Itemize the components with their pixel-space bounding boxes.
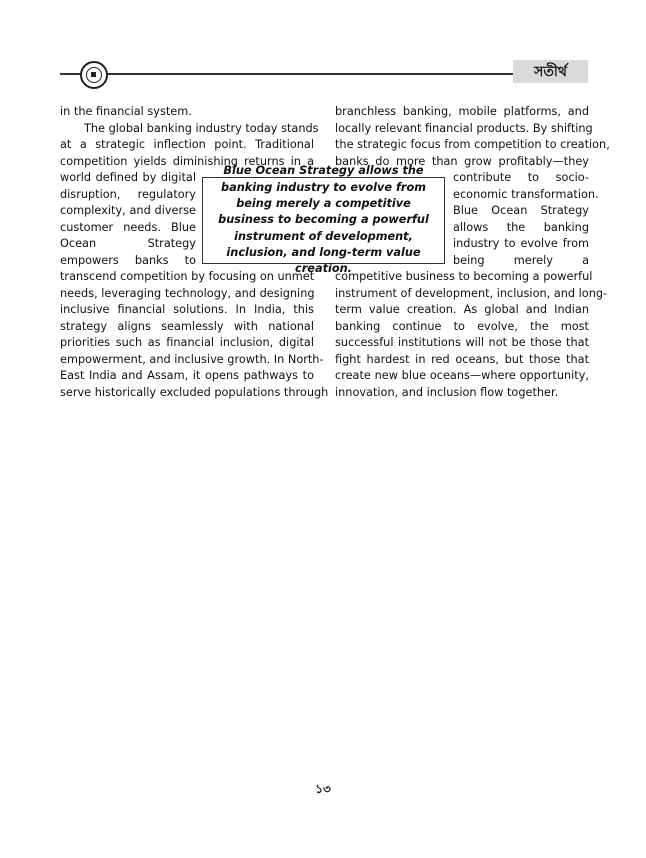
emblem-logo-icon <box>80 61 108 89</box>
emblem-building-icon <box>91 72 96 77</box>
text-line: Blue Ocean Strategy <box>453 204 589 217</box>
text-line: complexity, and diverse <box>60 204 196 217</box>
text-line: industry to evolve from <box>453 237 589 250</box>
text-line: empowers banks to <box>60 253 196 267</box>
text-line: competitive business to becoming a powerful <box>335 270 593 283</box>
text-line: contribute to socio- <box>453 171 589 184</box>
text-line: the strategic focus from competition to creation, <box>335 138 610 151</box>
text-line: serve historically excluded populations through <box>60 385 329 399</box>
text-line: fight hardest in red oceans, but those that <box>335 352 589 366</box>
text-line: branchless banking, mobile platforms, and <box>335 105 589 118</box>
text-line: transcend competition by focusing on unmet <box>60 270 315 283</box>
text-line: customer needs. Blue <box>60 220 196 234</box>
text-line: successful institutions will not be those that <box>335 336 589 349</box>
text-line: world defined by digital <box>60 171 196 184</box>
text-line: disruption, regulatory <box>60 187 196 201</box>
text-line: competition yields diminishing returns in a <box>60 154 314 168</box>
text-line: locally relevant financial products. By shifting <box>335 121 593 135</box>
text-line: instrument of development, inclusion, and long- <box>335 286 608 300</box>
text-line: term value creation. As global and Indian <box>335 303 589 316</box>
text-line: innovation, and inclusion flow together. <box>335 385 559 399</box>
text-line: inclusive financial solutions. In India, this <box>60 303 314 316</box>
text-line: Ocean Strategy <box>60 237 196 250</box>
text-line: at a strategic inflection point. Traditional <box>60 138 314 151</box>
text-line: banking continue to evolve, the most <box>335 319 589 333</box>
text-line: East India and Assam, it opens pathways to <box>60 369 314 382</box>
text-line: allows the banking <box>453 220 589 234</box>
text-line: strategy aligns seamlessly with national <box>60 319 314 333</box>
paragraph-start: The global banking industry today stands <box>84 121 319 135</box>
publication-title: সতীর্থ <box>513 60 588 83</box>
text-line: banks do more than grow profitably—they <box>335 154 589 168</box>
text-line: economic transformation. <box>453 187 599 201</box>
text-line: needs, leveraging technology, and designing <box>60 286 315 300</box>
header-rule <box>60 73 514 75</box>
emblem-inner-ring <box>86 67 102 83</box>
text-line: priorities such as financial inclusion, digital <box>60 336 314 349</box>
pull-quote-text: Blue Ocean Strategy allows the banking industry to evolve from being merely a competitive business to becoming a powerful instrument of development, inclusion, and long-term value creation. <box>218 164 429 276</box>
text-line: in the financial system. <box>60 105 192 118</box>
text-line: being merely a <box>453 253 589 267</box>
text-line: create new blue oceans—where opportunity, <box>335 369 589 382</box>
page-number: ১৩ <box>315 782 331 796</box>
pull-quote-box <box>202 164 445 276</box>
text-line: empowerment, and inclusive growth. In North- <box>60 352 324 366</box>
